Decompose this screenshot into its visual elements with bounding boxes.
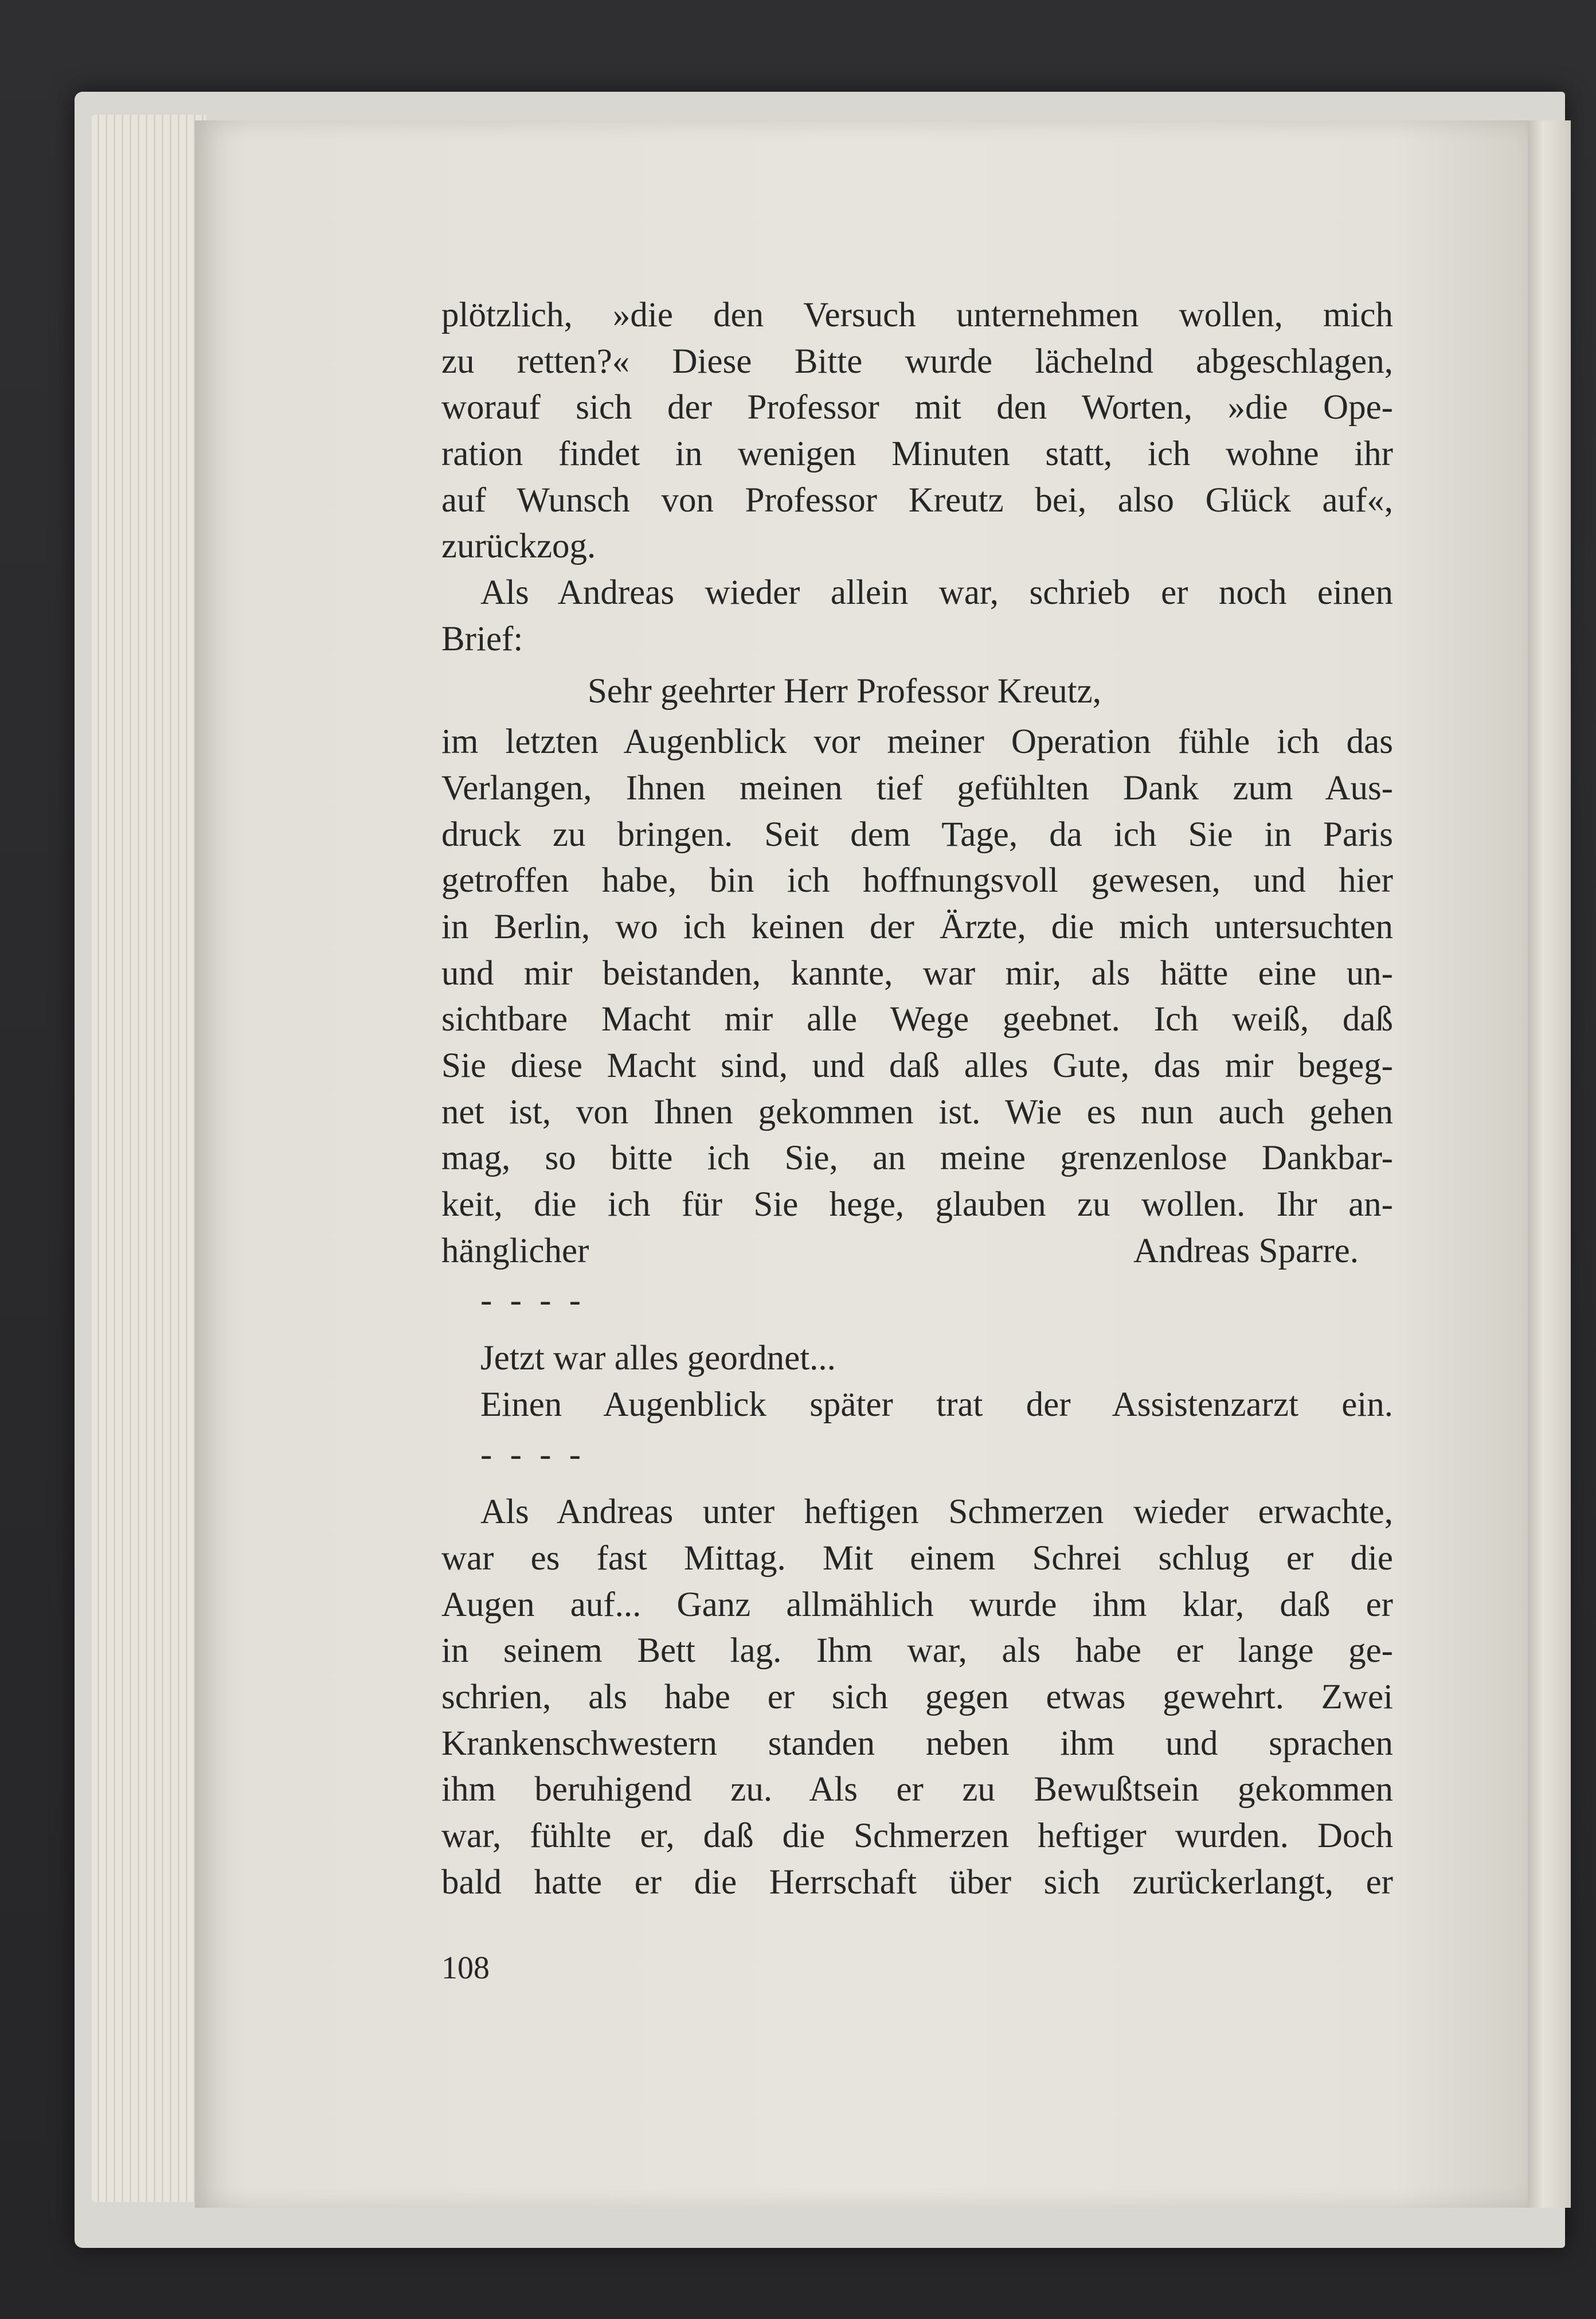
letter-body: [441, 719, 1393, 1228]
text-line: schrien, als habe er sich gegen etwas gewehrt. Zwei: [441, 1677, 1393, 1716]
text-line: Sie diese Macht sind, und daß alles Gute, das mir begeg-: [441, 1047, 1393, 1085]
text-line: Brief:: [441, 619, 523, 658]
text-line: getroffen habe, bin ich hoffnungsvoll gewesen, und hier: [441, 861, 1393, 900]
text-line: Jetzt war alles geordnet...: [480, 1339, 836, 1378]
text-line: net ist, von Ihnen gekommen ist. Wie es nun auch gehen: [441, 1092, 1393, 1131]
signature-closing: hänglicher: [441, 1231, 589, 1270]
text-line: plötzlich, »die den Versuch unternehmen wollen, mich: [441, 296, 1393, 334]
page-text: [441, 292, 1393, 1906]
text-line: zurückzog.: [441, 527, 596, 566]
text-line: Augen auf... Ganz allmählich wurde ihm klar, daß er: [441, 1585, 1393, 1624]
page-edges-right: [1525, 120, 1571, 2208]
text-line: Einen Augenblick später trat der Assistenzarzt ein.: [480, 1385, 1393, 1424]
text-line: druck zu bringen. Seit dem Tage, da ich Sie in Paris: [441, 815, 1393, 854]
text-line: keit, die ich für Sie hege, glauben zu wollen. Ihr an-: [441, 1185, 1393, 1224]
text-line: bald hatte er die Herrschaft über sich zurückerlangt, er: [441, 1863, 1393, 1902]
text-line: Als Andreas unter heftigen Schmerzen wieder erwachte,: [480, 1493, 1393, 1532]
text-line: Verlangen, Ihnen meinen tief gefühlten Dank zum Aus-: [441, 768, 1393, 807]
letter-signature: [441, 1228, 1393, 1275]
text-line: worauf sich der Professor mit den Worten, »die Ope-: [441, 388, 1393, 427]
text-line: war, fühlte er, daß die Schmerzen heftiger wurden. Doch: [441, 1817, 1393, 1855]
letter-salutation: Sehr geehrter Herr Professor Kreutz,: [588, 672, 1101, 710]
text-line: und mir beistanden, kannte, war mir, als hätte eine un-: [441, 954, 1393, 993]
text-line: Als Andreas wieder allein war, schrieb er noch einen: [480, 573, 1393, 612]
paragraph-3: [441, 1489, 1393, 1906]
page-number: 108: [441, 1950, 490, 1986]
paragraph-1: [441, 292, 1393, 570]
text-line: mag, so bitte ich Sie, an meine grenzenlose Dankbar-: [441, 1139, 1393, 1178]
text-line: auf Wunsch von Professor Kreutz bei, also Glück auf«,: [441, 481, 1393, 520]
text-line: sichtbare Macht mir alle Wege geebnet. Ich weiß, daß: [441, 1000, 1393, 1039]
paragraph-2: [441, 570, 1393, 662]
text-line: in seinem Bett lag. Ihm war, als habe er lange ge-: [441, 1631, 1393, 1670]
section-separator: - - - -: [480, 1281, 586, 1320]
section-separator: - - - -: [480, 1435, 586, 1474]
text-line: ihm beruhigend zu. Als er zu Bewußtsein gekommen: [441, 1770, 1393, 1809]
text-line: Krankenschwestern standen neben ihm und sprachen: [441, 1724, 1393, 1763]
page-edges-left: [92, 115, 206, 2202]
text-line: war es fast Mittag. Mit einem Schrei schlug er die: [441, 1539, 1393, 1578]
text-line: im letzten Augenblick vor meiner Operation fühle ich das: [441, 723, 1393, 762]
signature-name: Andreas Sparre.: [1133, 1231, 1359, 1270]
text-line: ration findet in wenigen Minuten statt, ich wohne ihr: [441, 435, 1393, 474]
text-line: zu retten?« Diese Bitte wurde lächelnd abgeschlagen,: [441, 342, 1393, 381]
text-line: in Berlin, wo ich keinen der Ärzte, die mich untersuchten: [441, 907, 1393, 946]
